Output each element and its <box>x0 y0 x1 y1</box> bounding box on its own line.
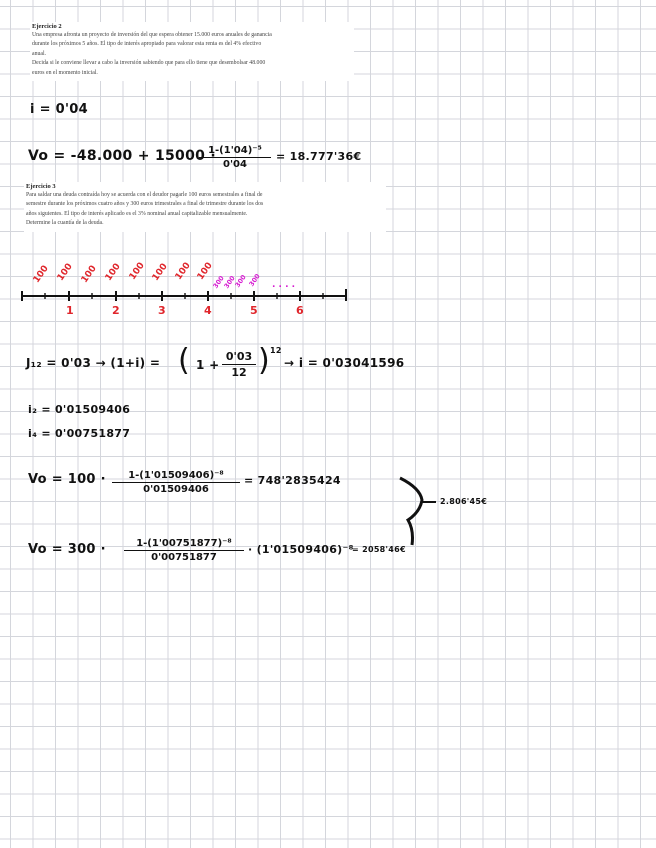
exercise-2-title: Ejercicio 2 <box>32 23 62 30</box>
payment-label-red: 100 <box>31 263 51 285</box>
v0-denominator: 0'04 <box>223 159 247 170</box>
exercise-3-title: Ejercicio 3 <box>26 183 56 190</box>
payment-label-red: 100 <box>195 260 215 282</box>
j12-equation-lhs: J₁₂ = 0'03 → (1+i) = <box>26 356 161 370</box>
exercise-3-line: Para saldar una deuda contraída hoy se acuerda con el deudor pagarle 100 euros semestrales a final de <box>26 192 263 198</box>
vo2-result: = 2058'46€ <box>352 545 406 554</box>
vo1-result: = 748'2835424 <box>244 474 341 487</box>
period-label: 3 <box>158 304 166 317</box>
rate-annotation: i = 0'04 <box>30 102 88 117</box>
payment-continuation-dots: . . . . <box>272 280 296 290</box>
payment-label-red: 100 <box>103 261 123 283</box>
v0-equation-lhs: Vo = -48.000 + 15000 · <box>28 148 216 164</box>
exercise-2-line: durante los próximos 5 años. El tipo de interés apropiado para valorar esta renta es del 4% efectivo <box>32 41 262 48</box>
j12-numerator: 0'03 <box>225 350 253 363</box>
vo1-fraction <box>112 470 240 495</box>
vo1-numerator: 1-(1'01509406)⁻⁸ <box>128 470 224 481</box>
j12-one-plus: 1 + <box>196 358 220 372</box>
period-label: 2 <box>112 304 120 317</box>
period-label: 5 <box>250 304 258 317</box>
j12-exponent: 12 <box>270 346 282 355</box>
period-label: 1 <box>66 304 74 317</box>
paren-right: ) <box>258 343 271 378</box>
vo1-lhs: Vo = 100 · <box>28 472 106 487</box>
payment-label-magenta: 300 <box>211 274 226 290</box>
v0-result: = 18.777'36€ <box>276 150 362 163</box>
vo1-denominator: 0'01509406 <box>143 484 209 495</box>
payment-label-magenta: 300 <box>222 274 237 290</box>
exercise-2-line: Decida si le conviene llevar a cabo la inversión sabiendo que para ello tiene que desembolsar 48.000 <box>32 60 266 67</box>
period-label: 4 <box>204 304 212 317</box>
exercise-3-line: Determine la cuantía de la deuda. <box>26 220 104 227</box>
j12-denominator: 12 <box>231 366 247 379</box>
vo2-lhs: Vo = 300 · <box>28 542 106 557</box>
payment-label-red: 100 <box>173 260 193 282</box>
payment-label-magenta: 300 <box>233 273 248 289</box>
exercise-2-line: anual. <box>32 50 47 57</box>
fraction-bar <box>124 550 244 551</box>
j12-result: → i = 0'03041596 <box>284 356 405 370</box>
vo2-numerator: 1-(1'00751877)⁻⁸ <box>136 538 232 549</box>
exercise-3-line: años siguientes. El tipo de interés aplicado es el 3% nominal anual capitalizable mensualmente. <box>26 210 248 217</box>
paren-left: ( <box>178 343 191 378</box>
payment-label-magenta: 300 <box>247 272 262 288</box>
payment-label-red: 100 <box>79 263 99 285</box>
exercise-2-line: euros en el momento inicial. <box>32 69 98 76</box>
fraction-bar <box>112 482 240 483</box>
vo2-discount-factor: · (1'01509406)⁻⁸ <box>248 543 354 556</box>
v0-numerator: 1-(1'04)⁻⁵ <box>208 145 262 156</box>
fraction-bar <box>222 364 256 365</box>
vo2-denominator: 0'00751877 <box>151 552 217 563</box>
payment-label-red: 100 <box>150 261 170 283</box>
total-debt: 2.806'45€ <box>440 497 488 506</box>
i2-rate: i₂ = 0'01509406 <box>28 403 131 416</box>
vo2-fraction <box>124 538 244 563</box>
exercise-2-line: Una empresa afronta un proyecto de inversión del que espera obtener 15.000 euros anuales de ganancia <box>32 32 272 38</box>
payment-label-red: 100 <box>55 261 75 283</box>
payment-label-red: 100 <box>127 260 147 282</box>
i4-rate: i₄ = 0'00751877 <box>28 427 131 440</box>
exercise-3-line: semestre durante los próximos cuatro años y 300 euros trimestrales a final de trimestre durante los dos <box>26 201 264 208</box>
summation-brace <box>400 478 422 545</box>
j12-fraction <box>222 350 256 379</box>
period-label: 6 <box>296 304 304 317</box>
